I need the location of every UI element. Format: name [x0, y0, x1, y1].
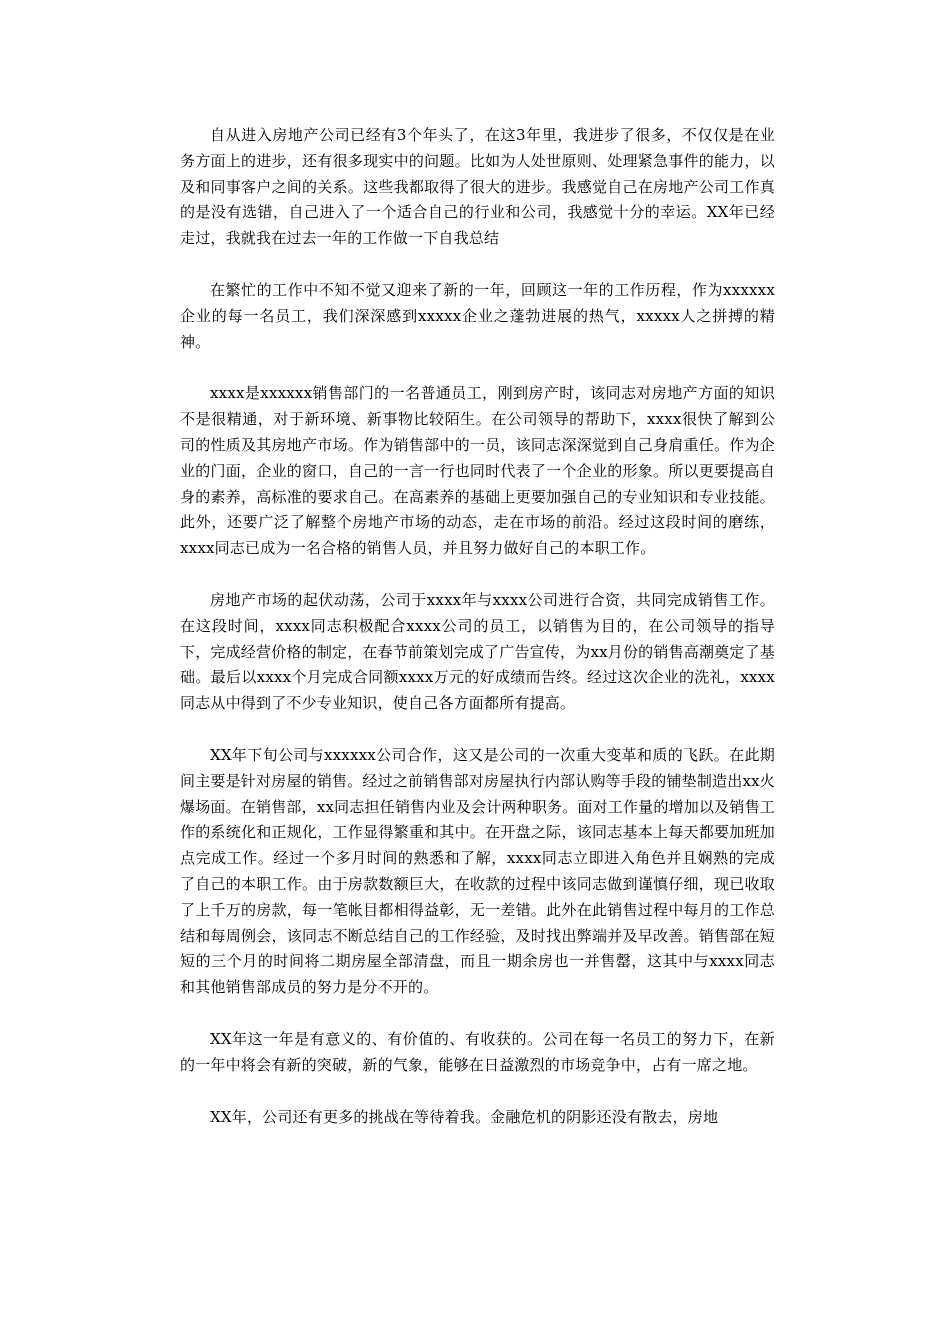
document-body	[180, 123, 775, 1130]
paragraph-summary: XX年这一年是有意义的、有价值的、有收获的。公司在每一名员工的努力下，在新的一年中将会有新的突破，新的气象，能够在日益激烈的市场竞争中，占有一席之地。	[180, 1029, 775, 1074]
paragraph-intro: 自从进入房地产公司已经有3个年头了，在这3年里，我进步了很多，不仅仅是在业务方面上的进步，还有很多现实中的问题。比如为人处世原则、处理紧急事件的能力，以及和同事客户之间的关系。这些我都取得了很大的进步。我感觉自己在房地产公司工作真的是没有选错，自己进入了一个适合自己的行业和公司，我感觉十分的幸运。XX年已经走过，我就我在过去一年的工作做一下自我总结	[180, 126, 775, 248]
paragraph-cooperation: XX年下旬公司与xxxxxx公司合作，这又是公司的一次重大变革和质的飞跃。在此期间主要是针对房屋的销售。经过之前销售部对房屋执行内部认购等手段的铺垫制造出xx火爆场面。在销售部，xx同志担任销售内业及会计两种职务。面对工作量的增加以及销售工作的系统化和正规化，工作显得繁重和其中。在开盘之际，该同志基本上每天都要加班加点完成工作。经过一个多月时间的熟悉和了解，xxxx同志立即进入角色并且娴熟的完成了自己的本职工作。由于房款数额巨大，在收款的过程中该同志做到谨慎仔细，现已收取了上千万的房款，每一笔帐目都相得益彰，无一差错。此外在此销售过程中每月的工作总结和每周例会，该同志不断总结自己的工作经验，及时找出弊端并及早改善。销售部在短短的三个月的时间将二期房屋全部清盘，而且一期余房也一并售罄，这其中与xxxx同志和其他销售部成员的努力是分不开的。	[180, 745, 775, 997]
paragraph-joint-venture: 房地产市场的起伏动荡，公司于xxxx年与xxxx公司进行合资，共同完成销售工作。在这段时间，xxxx同志积极配合xxxx公司的员工，以销售为目的，在公司领导的指导下，完成经营价格的制定，在春节前策划完成了广告宣传，为xx月份的销售高潮奠定了基础。最后以xxxx个月完成合同额xxxx万元的好成绩而告终。经过这次企业的洗礼，xxxx同志从中得到了不少专业知识，使自己各方面都所有提高。	[180, 590, 775, 713]
paragraph-new-year: 在繁忙的工作中不知不觉又迎来了新的一年，回顾这一年的工作历程，作为xxxxxx企业的每一名员工，我们深深感到xxxxx企业之蓬勃进展的热气，xxxxx人之拼搏的精神。	[180, 280, 775, 351]
paragraph-employee-role: xxxx是xxxxxx销售部门的一名普通员工，刚到房产时，该同志对房地产方面的知识不是很精通，对于新环境、新事物比较陌生。在公司领导的帮助下，xxxx很快了解到公司的性质及其房地产市场。作为销售部中的一员，该同志深深觉到自己身肩重任。作为企业的门面，企业的窗口，自己的一言一行也同时代表了一个企业的形象。所以更要提高自身的素养，高标准的要求自己。在高素养的基础上更要加强自己的专业知识和专业技能。此外，还要广泛了解整个房地产市场的动态，走在市场的前沿。经过这段时间的磨练，xxxx同志已成为一名合格的销售人员，并且努力做好自己的本职工作。	[180, 384, 775, 558]
paragraph-challenges: XX年，公司还有更多的挑战在等待着我。金融危机的阴影还没有散去，房地	[210, 1107, 719, 1126]
